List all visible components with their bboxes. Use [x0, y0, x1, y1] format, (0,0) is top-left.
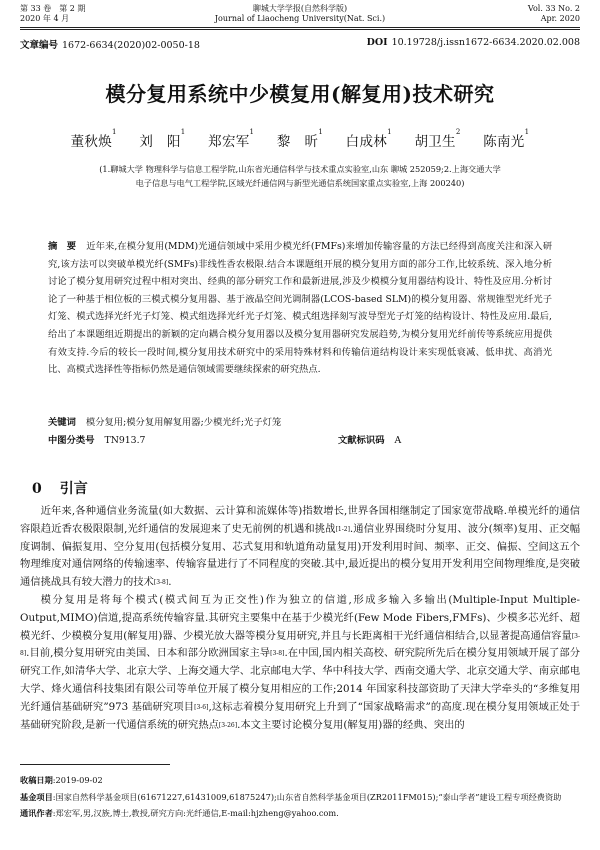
header-right: [528, 4, 580, 24]
author-affil-mark: 1: [180, 128, 186, 136]
received-value: :2019-09-02: [52, 775, 103, 785]
author-affil-mark: 1: [524, 128, 530, 136]
author-list: [20, 130, 580, 150]
paragraph-text: .本文主要讨论模分复用(解复用)器的经典、突出的: [237, 718, 465, 731]
author: [208, 128, 255, 150]
author-name: 刘 阳: [139, 134, 181, 150]
paper-title: 模分复用系统中少模复用(解复用)技术研究: [105, 82, 495, 106]
footnotes: [20, 772, 580, 822]
doc-code-label: 文献标识码: [338, 435, 385, 446]
author: [70, 128, 117, 150]
doi-value: 10.19728/j.issn1672-6634.2020.02.008: [391, 37, 580, 48]
received-label: 收稿日期: [20, 775, 53, 785]
author-affil-mark: 2: [455, 128, 461, 136]
article-number-value: 1672-6634(2020)02-0050-18: [62, 40, 200, 51]
author-name: 胡卫生: [414, 134, 456, 150]
author: [345, 128, 392, 150]
abstract-text: 近年来,在模分复用(MDM)光通信领域中采用少模光纤(FMFs)来增加传输容量的方法已经得到高度关注和深入研究,该方法可以突破单模光纤(SMFs)非线性香农极限.结合本课题组开展的模分复用方面的部分工作,比较系统、深入地分析讨论了模分复用研究过程中相对突出、经典的部分研究工作和最新进展,涉及少模模分复用器结构设计、特性及应用.分析讨论了一种基于相位板的三模式模分复用器、基于液晶空间光调制器(LCOS-based SLM)的模分复用器、常规锥型光纤光子灯笼、模式选择光纤光子灯笼、模式组选择光纤光子灯笼、模式组选择刻写波导型光子灯笼的结构设计、特性及应用.最后,给出了本课题组近期提出的新颖的定向耦合模分复用器以及模分复用器研究发展趋势,为模分复用光纤前传等系统应用提供有效支持.今后的较长一段时间,模分复用技术研究中的采用特殊材料和传输信道结构设计来实现低衰减、低串扰、高消光比、高模式选择性等指标仍然是通信领域需要继续探索的研究热点.: [48, 241, 552, 376]
author: [276, 128, 324, 150]
author-affil-mark: 1: [249, 128, 255, 136]
abstract-label: 摘 要: [48, 241, 77, 252]
paragraph: [20, 592, 580, 734]
author-affil-mark: 1: [318, 128, 324, 136]
corresponding-label: 通讯作者: [20, 808, 53, 818]
author-affil-mark: 1: [112, 128, 117, 136]
date-en: Apr. 2020: [540, 14, 580, 23]
author: [483, 128, 530, 150]
author-name: 黎 昕: [276, 134, 319, 150]
author-affil-mark: 1: [387, 128, 392, 136]
citation: [3-8]: [270, 650, 285, 658]
doc-code-value: A: [394, 435, 402, 446]
article-number-label: 文章编号: [20, 40, 59, 51]
section-title: 引言: [59, 481, 88, 497]
author-name: 董秋焕: [70, 134, 113, 150]
clc-value: TN913.7: [104, 435, 146, 446]
article-meta: [20, 37, 580, 51]
doi-label: DOI: [366, 37, 388, 48]
author-name: 郑宏军: [208, 134, 250, 150]
body-text: [20, 503, 580, 734]
paragraph: [20, 503, 580, 592]
citation: [1-2]: [335, 525, 350, 533]
volume-en: Vol. 33 No. 2: [527, 4, 580, 13]
citation: [3-6]: [194, 703, 209, 711]
author: [139, 128, 186, 150]
journal-en: Journal of Liaocheng University(Nat. Sci.): [214, 14, 386, 23]
keywords-label: 关键词: [48, 417, 76, 428]
citation: [3-8]: [153, 579, 169, 587]
received-date: [20, 772, 580, 789]
abstract: [48, 238, 552, 379]
author-name: 陈南光: [483, 134, 525, 150]
funding-value: :国家自然科学基金项目(61671227,61431009,61875247);山东省自然科学基金项目(ZR2011FM015);“泰山学者”建设工程专项经费资助: [52, 791, 562, 802]
paragraph-text: 模分复用是将每个模式(模式间互为正交性)作为独立的信道,形成多输入多输出(Multiple-Input Multiple-Output,MIMO)信道,提高系统传输容量.其研究主要集中在基于少模光纤(Few Mode Fibers,FMFs)、少模多芯光纤、超模光纤、少模模分复用(解复用)器、少模光放大器等模分复用研究,并且与长距离相干光纤通信相结合,以显著提高通信容量: [20, 593, 580, 642]
paragraph-text: .在中国,国内相关高校、研究院所先后在模分复用领域开展了部分研究工作,如清华大学、北京大学、上海交通大学、北京邮电大学、华中科技大学、西南交通大学、北京交通大学、南京邮电大学、烽火通信科技集团有限公司等单位开展了模分复用相应的工作;2014 年国家科技部资助了天津大学牵头的“多维复用光纤通信基础研究”973 基础研究项目: [20, 647, 580, 713]
document-code: [338, 432, 401, 446]
citation: [3-8]: [20, 632, 580, 658]
corresponding-value: :郑宏军,男,汉族,博士,教授,研究方向:光纤通信,E-mail:hjzheng@yahoo.com.: [52, 808, 339, 818]
section-number: 0: [32, 481, 42, 497]
section-heading: [32, 478, 106, 498]
footnote-rule: [20, 764, 170, 765]
affiliation-line: (1.聊城大学 物理科学与信息工程学院,山东省光通信科学与技术重点实验室,山东 聊城 252059;2.上海交通大学: [99, 164, 501, 174]
funding: [20, 789, 580, 806]
keywords: [48, 414, 552, 428]
classification: [48, 432, 552, 446]
affiliation-line: 电子信息与电气工程学院,区域光纤通信网与新型光通信系统国家重点实验室,上海 200240): [135, 178, 465, 188]
journal-cn: 聊城大学学报(自然科学版): [252, 4, 348, 13]
paragraph-text: .目前,模分复用研究由美国、日本和部分欧洲国家主导: [26, 647, 271, 660]
date-cn: 2020 年 4 月: [20, 14, 70, 23]
doi: [367, 37, 580, 48]
paragraph-text: .: [168, 576, 172, 589]
header-rule-thin: [20, 29, 580, 30]
header-rule-thick: [20, 27, 580, 28]
clc-label: 中图分类号: [48, 435, 95, 446]
header-center: [20, 4, 580, 24]
citation: [3-26]: [218, 721, 238, 729]
author: [414, 128, 461, 150]
keywords-text: 模分复用;模分复用解复用器;少模光纤;光子灯笼: [85, 417, 282, 428]
article-number: [20, 37, 200, 51]
funding-label: 基金项目: [20, 791, 53, 802]
author-name: 白成林: [345, 134, 388, 150]
paragraph-text: 近年来,各种通信业务流量(如大数据、云计算和流媒体等)指数增长,世界各国相继制定了国家宽带战略.单模光纤的通信容限趋近香农极限限制,光纤通信的发展迎来了史无前例的机遇和挑战: [20, 505, 580, 535]
volume-cn: 第 33 卷 第 2 期: [20, 4, 86, 13]
corresponding-author: [20, 805, 580, 822]
paragraph-text: .通信业界围绕时分复用、波分(频率)复用、正交幅度调制、偏振复用、空分复用(包括模分复用、芯式复用和轨道角动量复用)开发利用时间、频率、正交、偏振、空间这五个物理维度对通信网络的传输速率、传输容量进行了不同程度的突破.其中,最近提出的模分复用开发利用空间物理维度,是突破通信挑战具有较大潜力的技术: [20, 522, 580, 589]
affiliations: [30, 162, 570, 190]
paragraph-text: ,这标志着模分复用研究上升到了“国家战略需求”的高度.现在模分复用领域正处于基础研究阶段,是新一代通信系统的研究热点: [20, 700, 580, 731]
